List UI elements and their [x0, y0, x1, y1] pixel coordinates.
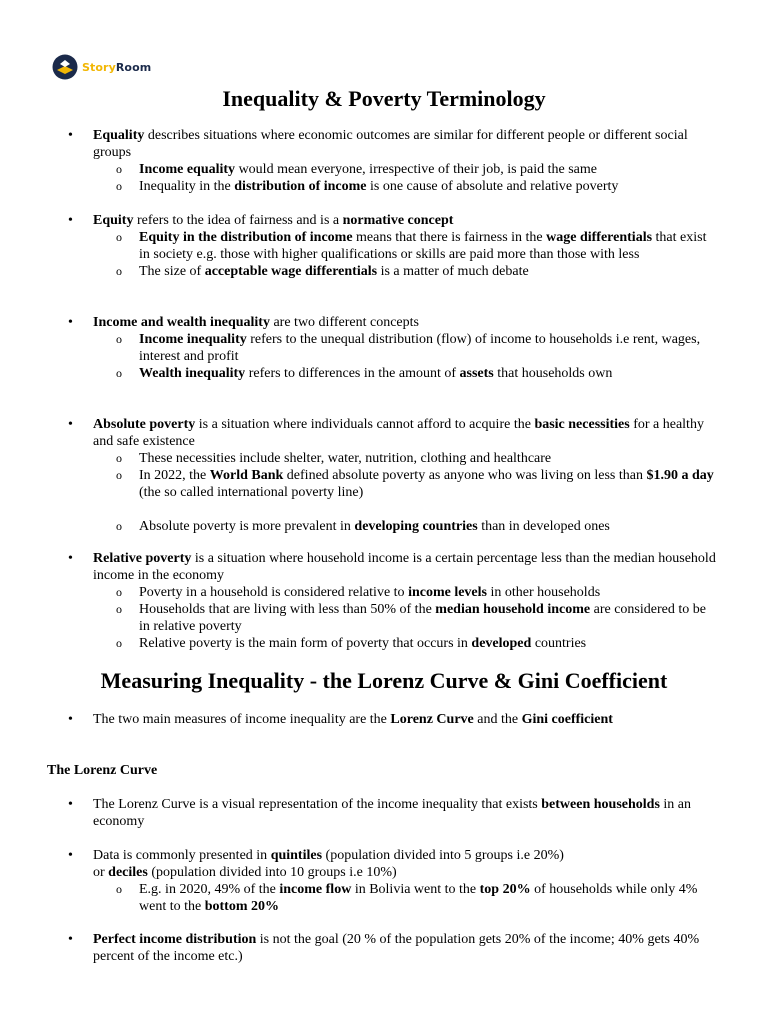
text-run: Relative poverty is the main form of poverty that occurs in	[139, 636, 472, 651]
text-run: defined absolute poverty as anyone who was living on less than	[283, 468, 647, 483]
sub-item: o Income inequality refers to the unequal distribution (flow) of income to households i.e rent, wages, interest and profit	[116, 332, 701, 364]
section-equality	[0, 127, 768, 195]
rich-text	[139, 230, 706, 262]
section-lorenz-perfect	[0, 931, 768, 965]
rich-text	[93, 712, 613, 727]
rich-text	[139, 585, 600, 600]
bold-term: income flow	[279, 882, 352, 897]
sub-item: o In 2022, the World Bank defined absolute poverty as anyone who was living on less than $1.90 a day (the so called international poverty line)	[116, 468, 714, 500]
text-run: are two different concepts	[269, 315, 419, 330]
bold-term: Equity in the distribution of income	[139, 230, 353, 245]
text-run: that exist in society e.g. those with higher qualifications or skills are paid more than those with less	[139, 230, 707, 262]
rich-text	[139, 519, 610, 534]
section-income-wealth	[0, 314, 768, 382]
text-run: or	[93, 865, 109, 880]
bold-term: $1.90 a day	[646, 468, 714, 483]
text-run: Data is commonly presented in	[93, 848, 271, 863]
rich-text	[139, 332, 700, 364]
text-run: Inequality in the	[139, 179, 235, 194]
text-run: in an economy	[93, 797, 692, 829]
text-run: is not the goal (20 % of the population gets 20% of the income; 40% gets 40% percent of the income etc.)	[93, 932, 700, 964]
logo-wordmark	[82, 59, 151, 76]
logo-word-b: Room	[115, 60, 152, 74]
rich-text	[93, 551, 716, 583]
subheading-lorenz-curve: The Lorenz Curve	[47, 763, 158, 778]
bold-term: top 20%	[479, 882, 531, 897]
bullet-item: • Data is commonly presented in quintiles (population divided into 5 groups i.e 20%) or deciles (population divided into 10 groups i.e 10%)	[68, 848, 564, 880]
text-run: (population divided into 5 groups i.e 20%)	[322, 848, 564, 863]
rich-text	[139, 602, 706, 634]
bold-term: Income inequality	[139, 332, 247, 347]
section-absolute-poverty	[0, 416, 768, 535]
sub-item: o Relative poverty is the main form of poverty that occurs in developed countries	[116, 636, 587, 651]
rich-text	[93, 797, 691, 829]
text-run: in other households	[486, 585, 601, 600]
text-run: describes situations where economic outcomes are similar for different people or different social groups	[93, 128, 688, 160]
text-run: is a situation where household income is a certain percentage less than the median household income in the economy	[93, 551, 716, 583]
text-run: in Bolivia went to the	[351, 882, 480, 897]
text-run: that households own	[493, 366, 613, 381]
text-run: is a matter of much debate	[377, 264, 529, 279]
text-run: These necessities include shelter, water, nutrition, clothing and healthcare	[139, 451, 552, 466]
bold-term: Equity	[93, 213, 134, 228]
sub-item: o These necessities include shelter, water, nutrition, clothing and healthcare	[116, 451, 552, 466]
section-relative-poverty	[0, 550, 768, 652]
bold-term: deciles	[108, 865, 148, 880]
storyroom-logo-icon	[52, 54, 78, 80]
section-measures	[0, 711, 768, 728]
sub-item: o The size of acceptable wage differentials is a matter of much debate	[116, 264, 529, 279]
storyroom-logo	[52, 54, 151, 80]
rich-text	[139, 451, 551, 466]
bold-term: Income equality	[139, 162, 236, 177]
bold-term: Relative poverty	[93, 551, 192, 566]
text-run: The Lorenz Curve is a visual representation of the income inequality that exists	[93, 797, 542, 812]
text-run: would mean everyone, irrespective of their job, is paid the same	[235, 162, 597, 177]
text-run: and the	[473, 712, 522, 727]
bold-term: bottom 20%	[204, 899, 279, 914]
text-run: Households that are living with less than 50% of the	[139, 602, 436, 617]
text-run: is one cause of absolute and relative poverty	[366, 179, 619, 194]
text-run: The size of	[139, 264, 205, 279]
rich-text	[139, 636, 586, 651]
bold-term: distribution of income	[234, 179, 367, 194]
sub-item: o Inequality in the distribution of income is one cause of absolute and relative poverty	[116, 179, 619, 194]
rich-text	[139, 179, 618, 194]
rich-text	[139, 468, 714, 500]
sub-item: o Absolute poverty is more prevalent in developing countries than in developed ones	[116, 519, 610, 534]
sub-item: o Poverty in a household is considered relative to income levels in other households	[116, 585, 601, 600]
bold-term: median household income	[435, 602, 591, 617]
text-run: refers to differences in the amount of	[245, 366, 460, 381]
bold-term: assets	[459, 366, 494, 381]
rich-text	[139, 264, 529, 279]
text-run: Absolute poverty is more prevalent in	[139, 519, 355, 534]
text-run: countries	[531, 636, 587, 651]
bold-term: Income and wealth inequality	[93, 315, 270, 330]
bullet-item: • The two main measures of income inequality are the Lorenz Curve and the Gini coefficient	[68, 712, 613, 727]
bold-term: Absolute poverty	[93, 417, 196, 432]
rich-text	[93, 213, 453, 228]
section-lorenz-data	[0, 847, 768, 915]
sub-item: o Households that are living with less than 50% of the median household income are considered to be in relative poverty	[116, 602, 706, 634]
bold-term: Gini coefficient	[521, 712, 613, 727]
text-run: refers to the unequal distribution (flow) of income to households i.e rent, wages, interest and profit	[139, 332, 701, 364]
sub-item: o Income equality would mean everyone, irrespective of their job, is paid the same	[116, 162, 597, 177]
text-run: is a situation where individuals cannot afford to acquire the	[195, 417, 535, 432]
bold-term: basic necessities	[534, 417, 630, 432]
text-run: than in developed ones	[477, 519, 610, 534]
bold-term: World Bank	[209, 468, 284, 483]
bullet-item: • The Lorenz Curve is a visual representation of the income inequality that exists between households in an economy	[68, 797, 692, 829]
logo-word-a: Story	[82, 60, 116, 74]
sub-item: o Equity in the distribution of income means that there is fairness in the wage differentials that exist in society e.g. those with higher qualifications or skills are paid more than those with less	[116, 230, 707, 262]
bold-term: Perfect income distribution	[93, 932, 257, 947]
bold-term: wage differentials	[546, 230, 653, 245]
bullet-item: • Income and wealth inequality are two different concepts	[68, 315, 419, 330]
rich-text	[93, 932, 699, 964]
bullet-item: • Perfect income distribution is not the goal (20 % of the population gets 20% of the income; 40% gets 40% percent of the income etc.)	[68, 932, 700, 964]
bold-term: Lorenz Curve	[390, 712, 474, 727]
bold-term: quintiles	[270, 848, 323, 863]
rich-text	[139, 366, 612, 381]
text-run: In 2022, the	[139, 468, 210, 483]
bold-term: normative concept	[342, 213, 454, 228]
rich-text	[93, 865, 397, 880]
bold-term: acceptable wage differentials	[204, 264, 378, 279]
bullet-item: • Equality describes situations where economic outcomes are similar for different people or different social groups	[68, 128, 688, 160]
text-run: (population divided into 10 groups i.e 10%)	[147, 865, 397, 880]
section-equity	[0, 212, 768, 280]
rich-text	[93, 128, 688, 160]
text-run: E.g. in 2020, 49% of the	[139, 882, 280, 897]
text-run: The two main measures of income inequality are the	[93, 712, 391, 727]
page-title: Inequality & Poverty Terminology	[222, 86, 546, 111]
text-run: refers to the idea of fairness and is a	[133, 213, 343, 228]
text-run: of households while only 4% went to the	[139, 882, 698, 914]
rich-text	[93, 848, 564, 863]
rich-text	[93, 417, 704, 449]
text-run: (the so called international poverty line)	[139, 485, 364, 500]
text-run: are considered to be in relative poverty	[139, 602, 706, 634]
rich-text	[139, 882, 697, 914]
bold-term: Equality	[93, 128, 145, 143]
rich-text	[139, 162, 597, 177]
bold-term: developed	[471, 636, 532, 651]
bullet-item: • Relative poverty is a situation where household income is a certain percentage less than the median household income in the economy	[68, 551, 716, 583]
sub-item: o Wealth inequality refers to differences in the amount of assets that households own	[116, 366, 613, 381]
sub-item: o E.g. in 2020, 49% of the income flow in Bolivia went to the top 20% of households while only 4% went to the bottom 20%	[116, 882, 698, 914]
text-run: for a healthy and safe existence	[93, 417, 704, 449]
bold-term: Wealth inequality	[139, 366, 246, 381]
bold-term: between households	[541, 797, 660, 812]
text-run: Poverty in a household is considered relative to	[139, 585, 409, 600]
rich-text	[93, 315, 419, 330]
section-heading-measuring: Measuring Inequality - the Lorenz Curve & Gini Coefficient	[100, 668, 668, 693]
bullet-item: • Equity refers to the idea of fairness and is a normative concept	[68, 213, 454, 228]
section-lorenz	[0, 796, 768, 830]
bullet-item: • Absolute poverty is a situation where individuals cannot afford to acquire the basic necessities for a healthy and safe existence	[68, 417, 704, 449]
text-run: means that there is fairness in the	[352, 230, 547, 245]
bold-term: developing countries	[354, 519, 478, 534]
bold-term: income levels	[408, 585, 487, 600]
